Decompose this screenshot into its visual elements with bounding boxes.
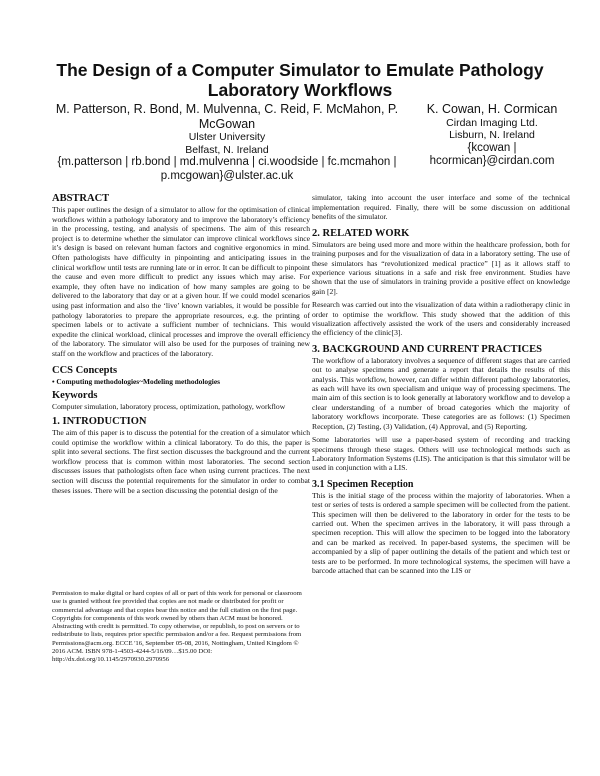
- background-paragraph-2: Some laboratories will use a paper-based system of recording and tracking specimens through these stages. Others will use technological methods such as Laboratory Information Systems (LIS). The anticipation is that this simulator will be used in conjunction with a LIS.: [312, 435, 570, 473]
- copyright-footnote: Permission to make digital or hard copies of all or part of this work for personal or classroom use is granted without fee provided that copies are not made or distributed for profit or commercial advantage and that copies bear this notice and the full citation on the first page. Copyrights for components of this work owned by others than ACM must be honored. Abstracting with credit is permitted. To copy otherwise, or republish, to post on servers or to redistribute to lists, requires prior specific permission and/or a fee. Request permissions from Permissions@acm.org. ECCE '16, September 05-08, 2016, Nottingham, United Kingdom © 2016 ACM. ISBN 978-1-4503-4244-5/16/09…$15.00 DOI: http://dx.doi.org/10.1145/2970930.2970956: [52, 590, 302, 664]
- left-column: [52, 193, 310, 495]
- related-work-paragraph-1: Simulators are being used more and more within the healthcare profession, both for training purposes and for the visualization of data in a laboratory setting. The use of these simulators has “revolutionized medical practice” [1] as it allows staff to experience various situations in a safe and risk free environment. Studies have shown that the use of simulators in training provide a positive effect on knowledge gain [2].: [312, 239, 570, 296]
- author-location: Lisburn, N. Ireland: [449, 129, 535, 141]
- paper-title: The Design of a Computer Simulator to Emulate Pathology Laboratory Workflows: [56, 60, 544, 100]
- specimen-reception-text: This is the initial stage of the process within the majority of laboratories. When a test or series of tests is ordered a sample specimen will be collected from the patient. This specimen will then be delivered to the laboratory in order for the tests to be carried out. When the specimen arrives in the laboratory, it will pass through a specimen reception. This will allow the specimen to be logged into the laboratory and can be marked as received. In paper-based systems, the specimen will be accompanied by a slip of paper outlining the details of the patient and which test or tests are to be performed. In more technological systems, the specimen will have a barcode attached that can be scanned into the LIS or: [312, 490, 570, 575]
- author-block-cirdan: [412, 102, 572, 169]
- author-location: Belfast, N. Ireland: [185, 143, 269, 156]
- abstract-text: This paper outlines the design of a simulator to allow for the optimisation of clinical workflows within a pathology laboratory and to improve the laboratory’s efficiency in the processing, testing, and analysis of specimens. The aim of this research project is to determine whether the simulator can improve clinical workflows since it’s design is based on relevant human factors and cognitive ergonomics in mind. Often pathologists have difficulty in pinpointing and anticipating issues in the clinical workflow until tests are running late or in error. It can be difficult to pinpoint the cause and even more difficult to predict any issues which may arise. For example, they often have no indication of how many samples are going to be delivered to the laboratory that day or at a given hour. If we could model scenarios using past information and also the ‘live’ known variables, it would be possible for pathology laboratories to prepare the appropriate resources, e.g. the printing of specimen labels or to activate a sufficient number of technicians. This would expedite the clinical workload, clinical processes and improve the overall efficiency of the laboratory. The simulator will also be used for the purposes of training new staff on the workflow and practices of the laboratory.: [52, 205, 310, 358]
- ccs-heading: CCS Concepts: [52, 364, 118, 376]
- abstract-heading: ABSTRACT: [52, 193, 110, 204]
- introduction-heading: 1. INTRODUCTION: [52, 416, 147, 428]
- ccs-item: • Computing methodologies~Modeling methodologies: [52, 376, 221, 386]
- author-emails: {m.patterson | rb.bond | md.mulvenna | ci.woodside | fc.mcmahon | p.mcgowan}@ulster.ac.uk: [57, 156, 397, 182]
- background-paragraph-1: The workflow of a laboratory involves a sequence of different stages that are carried out to analyse specimens and generate a report that details the results of this analysis. This workflow, however, can differ within different pathology laboratories, as each will have its own specialism and unique way of processing specimens. The main aim of this section is to look generally at laboratory workflow and to develop a clear understanding of a number of broad categories which the majority of laboratory workflows incorporate. These categories are as follows: (1) Specimen Reception, (2) Testing, (3) Validation, (4) Approval, and (5) Reporting.: [312, 355, 570, 431]
- keywords-text: Computer simulation, laboratory process, optimization, pathology, workflow: [52, 401, 286, 411]
- related-work-heading: 2. RELATED WORK: [312, 227, 410, 239]
- author-names: K. Cowan, H. Cormican: [426, 102, 558, 116]
- keywords-heading: Keywords: [52, 389, 98, 401]
- intro-continued-text: simulator, taking into account the user interface and some of the technical implementation required. Finally, there will be some discussion on additional benefits of the simulator.: [312, 193, 570, 222]
- background-heading: 3. BACKGROUND AND CURRENT PRACTICES: [312, 343, 542, 355]
- author-block-ulster: [52, 102, 402, 183]
- specimen-reception-heading: 3.1 Specimen Reception: [312, 478, 414, 490]
- author-affiliation: Ulster University: [188, 131, 266, 143]
- introduction-text: The aim of this paper is to discuss the potential for the creation of a simulator which could optimise the workflow within a clinical laboratory. To do this, the paper is split into several sections. The first section discusses the background and the current workflow process that is common within most laboratories. The second section discusses issues that pathologists often face when using current practices. The next section will discuss the potential requirements for the simulator in order to combat theses issues. There will be a section discussing the potential design of the: [52, 428, 310, 495]
- author-names: M. Patterson, R. Bond, M. Mulvenna, C. Reid, F. McMahon, P. McGowan: [55, 102, 399, 131]
- related-work-paragraph-2: Research was carried out into the visualization of data within a radiotherapy clinic in order to optimise the workflow. This study showed that the addition of this visualization affectively assisted the work of the users and considerably increased the efficiency of the clinic[3].: [312, 300, 570, 338]
- author-affiliation: Cirdan Imaging Ltd.: [446, 116, 538, 129]
- right-column: [312, 193, 570, 575]
- author-emails: {kcowan | hcormican}@cirdan.com: [429, 141, 555, 167]
